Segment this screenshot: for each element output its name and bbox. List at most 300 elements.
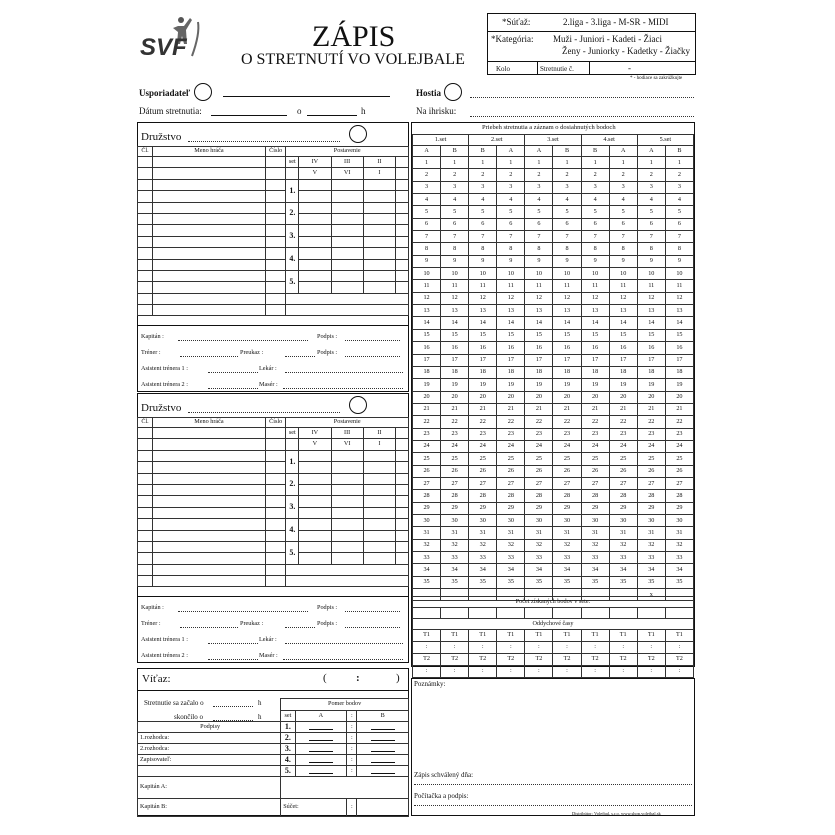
point-cell[interactable]: 24 xyxy=(581,440,609,452)
point-cell[interactable]: 16 xyxy=(469,342,497,354)
points-cell[interactable] xyxy=(413,608,441,619)
point-cell[interactable]: 10 xyxy=(441,268,469,280)
signature-line[interactable] xyxy=(345,356,400,357)
point-cell[interactable]: 27 xyxy=(525,477,553,489)
point-cell[interactable]: 26 xyxy=(441,465,469,477)
lineup-cell[interactable] xyxy=(299,484,331,495)
lineup-cell[interactable] xyxy=(363,450,395,461)
point-cell[interactable]: 26 xyxy=(581,465,609,477)
point-cell[interactable]: 13 xyxy=(581,305,609,317)
point-cell[interactable]: 16 xyxy=(553,342,581,354)
lineup-cell[interactable] xyxy=(299,259,331,270)
lineup-cell[interactable] xyxy=(331,496,363,507)
point-cell[interactable]: 28 xyxy=(413,490,441,502)
player-cl[interactable] xyxy=(138,462,153,473)
point-cell[interactable]: 31 xyxy=(525,527,553,539)
lineup-cell[interactable] xyxy=(331,248,363,259)
timeout-cell[interactable]: : xyxy=(609,666,637,678)
point-cell[interactable]: 5 xyxy=(469,206,497,218)
timeout-cell[interactable]: T2 xyxy=(469,654,497,666)
point-cell[interactable]: 21 xyxy=(665,403,693,415)
lineup-cell[interactable] xyxy=(331,213,363,224)
point-cell[interactable]: 32 xyxy=(581,539,609,551)
point-cell[interactable]: 11 xyxy=(665,280,693,292)
point-cell[interactable]: 21 xyxy=(441,403,469,415)
player-name[interactable] xyxy=(153,428,266,439)
point-cell[interactable]: 10 xyxy=(413,268,441,280)
point-cell[interactable]: 4 xyxy=(553,194,581,206)
point-cell[interactable]: 19 xyxy=(609,379,637,391)
lineup-cell[interactable] xyxy=(331,270,363,281)
point-cell[interactable]: 29 xyxy=(637,502,665,514)
point-cell[interactable]: 17 xyxy=(497,354,525,366)
point-cell[interactable]: 22 xyxy=(581,416,609,428)
point-cell[interactable]: 18 xyxy=(469,366,497,378)
point-cell[interactable]: 26 xyxy=(637,465,665,477)
point-cell[interactable]: 24 xyxy=(525,440,553,452)
podpis-row[interactable]: Podpisy xyxy=(138,722,281,733)
point-cell[interactable]: 23 xyxy=(553,428,581,440)
point-cell[interactable]: 2 xyxy=(609,169,637,181)
point-cell[interactable]: 8 xyxy=(665,243,693,255)
point-cell[interactable]: 3 xyxy=(609,181,637,193)
na-ihrisku-line[interactable] xyxy=(470,116,694,117)
point-cell[interactable]: 35 xyxy=(665,576,693,588)
timeout-cell[interactable]: T1 xyxy=(497,630,525,642)
point-cell[interactable]: 28 xyxy=(665,490,693,502)
point-cell[interactable]: 3 xyxy=(525,181,553,193)
lineup-cell[interactable] xyxy=(396,225,409,236)
points-cell[interactable] xyxy=(581,608,609,619)
signature-line[interactable] xyxy=(180,627,238,628)
point-cell[interactable]: 14 xyxy=(553,317,581,329)
signature-line[interactable] xyxy=(345,611,400,612)
player-number[interactable] xyxy=(265,157,285,168)
point-cell[interactable]: 14 xyxy=(609,317,637,329)
player-name[interactable] xyxy=(153,259,266,270)
player-cl[interactable] xyxy=(138,248,153,259)
player-cl[interactable] xyxy=(138,428,153,439)
point-cell[interactable]: 20 xyxy=(609,391,637,403)
lineup-cell[interactable] xyxy=(396,236,409,247)
point-cell[interactable]: 22 xyxy=(525,416,553,428)
timeout-cell[interactable]: : xyxy=(469,666,497,678)
point-cell[interactable]: 13 xyxy=(413,305,441,317)
point-cell[interactable]: 20 xyxy=(525,391,553,403)
point-cell[interactable]: 25 xyxy=(413,453,441,465)
signature-line[interactable] xyxy=(283,659,403,660)
point-cell[interactable]: 9 xyxy=(553,255,581,267)
point-cell[interactable]: 3 xyxy=(553,181,581,193)
lineup-cell[interactable] xyxy=(396,202,409,213)
point-cell[interactable]: 21 xyxy=(469,403,497,415)
lineup-cell[interactable] xyxy=(331,225,363,236)
lineup-cell[interactable] xyxy=(363,462,395,473)
point-cell[interactable]: 29 xyxy=(665,502,693,514)
druzstvo-circle[interactable] xyxy=(349,396,367,414)
lineup-cell[interactable] xyxy=(331,507,363,518)
point-cell[interactable]: 23 xyxy=(665,428,693,440)
timeout-cell[interactable]: T2 xyxy=(553,654,581,666)
lineup-cell[interactable] xyxy=(331,236,363,247)
point-cell[interactable]: 19 xyxy=(553,379,581,391)
point-cell[interactable]: 31 xyxy=(665,527,693,539)
point-cell[interactable]: 4 xyxy=(441,194,469,206)
point-cell[interactable]: 15 xyxy=(553,329,581,341)
point-cell[interactable]: 25 xyxy=(609,453,637,465)
away-team-circle[interactable] xyxy=(444,83,462,101)
point-cell[interactable]: 34 xyxy=(665,564,693,576)
player-name[interactable] xyxy=(153,462,266,473)
point-cell[interactable]: 10 xyxy=(469,268,497,280)
point-cell[interactable]: 2 xyxy=(441,169,469,181)
points-cell[interactable] xyxy=(469,608,497,619)
point-cell[interactable]: 11 xyxy=(441,280,469,292)
point-cell[interactable]: 29 xyxy=(413,502,441,514)
point-cell[interactable]: 5 xyxy=(665,206,693,218)
point-cell[interactable]: 6 xyxy=(441,218,469,230)
point-cell[interactable]: 30 xyxy=(413,514,441,526)
timeout-cell[interactable]: T1 xyxy=(637,630,665,642)
point-cell[interactable]: 31 xyxy=(441,527,469,539)
point-cell[interactable]: 15 xyxy=(469,329,497,341)
player-number[interactable] xyxy=(265,236,285,247)
lineup-cell[interactable] xyxy=(299,507,331,518)
point-cell[interactable]: 14 xyxy=(497,317,525,329)
timeout-cell[interactable]: T2 xyxy=(525,654,553,666)
player-cl[interactable] xyxy=(138,157,153,168)
point-cell[interactable]: 14 xyxy=(441,317,469,329)
point-cell[interactable]: 13 xyxy=(609,305,637,317)
point-cell[interactable]: 6 xyxy=(413,218,441,230)
point-cell[interactable]: 33 xyxy=(553,552,581,564)
point-cell[interactable]: 1 xyxy=(637,157,665,169)
pomer-b[interactable] xyxy=(357,722,409,733)
point-cell[interactable]: 17 xyxy=(441,354,469,366)
point-cell[interactable]: 8 xyxy=(497,243,525,255)
point-cell[interactable]: 9 xyxy=(609,255,637,267)
lineup-cell[interactable] xyxy=(331,462,363,473)
point-cell[interactable]: 12 xyxy=(609,292,637,304)
point-cell[interactable]: 22 xyxy=(441,416,469,428)
podpis-row[interactable] xyxy=(138,766,281,777)
point-cell[interactable]: 26 xyxy=(413,465,441,477)
lineup-cell[interactable] xyxy=(363,236,395,247)
point-cell[interactable]: 19 xyxy=(637,379,665,391)
point-cell[interactable]: 26 xyxy=(609,465,637,477)
lineup-cell[interactable] xyxy=(331,553,363,564)
lineup-cell[interactable] xyxy=(396,462,409,473)
point-cell[interactable]: 13 xyxy=(665,305,693,317)
point-cell[interactable]: 10 xyxy=(609,268,637,280)
point-cell[interactable]: 34 xyxy=(441,564,469,576)
point-cell[interactable]: 25 xyxy=(553,453,581,465)
point-cell[interactable]: 6 xyxy=(525,218,553,230)
point-cell[interactable]: 12 xyxy=(553,292,581,304)
point-cell[interactable]: 19 xyxy=(581,379,609,391)
point-cell[interactable]: 30 xyxy=(665,514,693,526)
point-cell[interactable]: 3 xyxy=(581,181,609,193)
point-cell[interactable]: 4 xyxy=(609,194,637,206)
point-cell[interactable]: 27 xyxy=(413,477,441,489)
timeout-cell[interactable]: : xyxy=(497,642,525,654)
point-cell[interactable]: 23 xyxy=(497,428,525,440)
druzstvo-line[interactable] xyxy=(188,412,340,413)
point-cell[interactable]: 22 xyxy=(665,416,693,428)
point-cell[interactable]: 20 xyxy=(413,391,441,403)
lineup-cell[interactable] xyxy=(299,270,331,281)
point-cell[interactable]: 2 xyxy=(553,169,581,181)
point-cell[interactable]: 11 xyxy=(637,280,665,292)
player-cl[interactable] xyxy=(138,293,153,304)
point-cell[interactable]: 3 xyxy=(497,181,525,193)
point-cell[interactable]: 26 xyxy=(497,465,525,477)
point-cell[interactable]: 11 xyxy=(553,280,581,292)
lineup-cell[interactable] xyxy=(363,484,395,495)
point-cell[interactable]: 9 xyxy=(637,255,665,267)
point-cell[interactable]: 12 xyxy=(581,292,609,304)
player-cl[interactable] xyxy=(138,259,153,270)
point-cell[interactable]: 2 xyxy=(469,169,497,181)
point-cell[interactable]: 16 xyxy=(441,342,469,354)
point-cell[interactable]: 22 xyxy=(413,416,441,428)
point-cell[interactable]: 23 xyxy=(609,428,637,440)
lineup-cell[interactable] xyxy=(299,553,331,564)
point-cell[interactable]: 25 xyxy=(497,453,525,465)
lineup-cell[interactable] xyxy=(363,530,395,541)
timeout-cell[interactable]: : xyxy=(609,642,637,654)
pomer-b[interactable] xyxy=(357,755,409,766)
point-cell[interactable]: 22 xyxy=(553,416,581,428)
point-cell[interactable]: 33 xyxy=(413,552,441,564)
player-number[interactable] xyxy=(265,496,285,507)
point-cell[interactable]: 22 xyxy=(469,416,497,428)
point-cell[interactable]: 13 xyxy=(637,305,665,317)
point-cell[interactable]: 34 xyxy=(525,564,553,576)
lineup-cell[interactable] xyxy=(396,473,409,484)
point-cell[interactable]: 16 xyxy=(665,342,693,354)
timeout-cell[interactable]: : xyxy=(637,666,665,678)
point-cell[interactable]: 20 xyxy=(665,391,693,403)
point-cell[interactable]: 14 xyxy=(413,317,441,329)
player-cl[interactable] xyxy=(138,236,153,247)
point-cell[interactable]: 15 xyxy=(497,329,525,341)
player-name[interactable] xyxy=(153,293,266,304)
player-number[interactable] xyxy=(265,507,285,518)
point-cell[interactable]: 19 xyxy=(665,379,693,391)
player-name[interactable] xyxy=(153,191,266,202)
timeout-cell[interactable]: : xyxy=(665,642,693,654)
point-cell[interactable]: 24 xyxy=(497,440,525,452)
point-cell[interactable]: 27 xyxy=(553,477,581,489)
point-cell[interactable]: 22 xyxy=(609,416,637,428)
point-cell[interactable]: 15 xyxy=(637,329,665,341)
point-cell[interactable]: 10 xyxy=(553,268,581,280)
point-cell[interactable]: 21 xyxy=(497,403,525,415)
point-cell[interactable]: 33 xyxy=(469,552,497,564)
point-cell[interactable]: 8 xyxy=(609,243,637,255)
lineup-cell[interactable] xyxy=(331,202,363,213)
point-cell[interactable]: 15 xyxy=(609,329,637,341)
point-cell[interactable]: 13 xyxy=(497,305,525,317)
lineup-cell[interactable] xyxy=(299,202,331,213)
player-cl[interactable] xyxy=(138,270,153,281)
point-cell[interactable]: 35 xyxy=(553,576,581,588)
signature-line[interactable] xyxy=(180,356,238,357)
point-cell[interactable]: 35 xyxy=(609,576,637,588)
datum-line[interactable] xyxy=(211,115,287,116)
point-cell[interactable]: 11 xyxy=(413,280,441,292)
player-name[interactable] xyxy=(153,553,266,564)
points-cell[interactable] xyxy=(665,608,693,619)
lineup-cell[interactable] xyxy=(396,530,409,541)
timeout-cell[interactable]: T2 xyxy=(581,654,609,666)
point-cell[interactable]: 18 xyxy=(637,366,665,378)
point-cell[interactable]: 28 xyxy=(497,490,525,502)
player-number[interactable] xyxy=(265,519,285,530)
lineup-cell[interactable] xyxy=(363,191,395,202)
point-cell[interactable]: 29 xyxy=(469,502,497,514)
player-name[interactable] xyxy=(153,564,266,575)
lineup-cell[interactable] xyxy=(331,450,363,461)
pomer-b[interactable] xyxy=(357,766,409,777)
timeout-cell[interactable]: T2 xyxy=(441,654,469,666)
point-cell[interactable]: 31 xyxy=(581,527,609,539)
point-cell[interactable]: 33 xyxy=(497,552,525,564)
signature-line[interactable] xyxy=(208,372,258,373)
lineup-cell[interactable] xyxy=(299,541,331,552)
point-cell[interactable]: 1 xyxy=(441,157,469,169)
point-cell[interactable]: 19 xyxy=(413,379,441,391)
player-cl[interactable] xyxy=(138,225,153,236)
point-cell[interactable]: 1 xyxy=(609,157,637,169)
lineup-cell[interactable] xyxy=(331,191,363,202)
point-cell[interactable]: 12 xyxy=(637,292,665,304)
player-name[interactable] xyxy=(153,519,266,530)
point-cell[interactable]: 35 xyxy=(581,576,609,588)
player-name[interactable] xyxy=(153,473,266,484)
lineup-cell[interactable] xyxy=(363,225,395,236)
point-cell[interactable]: 14 xyxy=(637,317,665,329)
point-cell[interactable]: 5 xyxy=(637,206,665,218)
point-cell[interactable]: 30 xyxy=(441,514,469,526)
point-cell[interactable]: 27 xyxy=(637,477,665,489)
point-cell[interactable]: 10 xyxy=(525,268,553,280)
point-cell[interactable]: 23 xyxy=(441,428,469,440)
point-cell[interactable]: 27 xyxy=(609,477,637,489)
lineup-cell[interactable] xyxy=(331,259,363,270)
point-cell[interactable]: 25 xyxy=(441,453,469,465)
point-cell[interactable]: 18 xyxy=(665,366,693,378)
point-cell[interactable]: 28 xyxy=(525,490,553,502)
lineup-cell[interactable] xyxy=(299,191,331,202)
player-name[interactable] xyxy=(153,305,266,316)
player-cl[interactable] xyxy=(138,564,153,575)
player-number[interactable] xyxy=(265,225,285,236)
point-cell[interactable]: 11 xyxy=(609,280,637,292)
point-cell[interactable]: 28 xyxy=(553,490,581,502)
lineup-cell[interactable] xyxy=(363,202,395,213)
point-cell[interactable]: 32 xyxy=(525,539,553,551)
point-cell[interactable]: 20 xyxy=(553,391,581,403)
player-number[interactable] xyxy=(265,282,285,293)
point-cell[interactable]: 12 xyxy=(441,292,469,304)
lineup-cell[interactable] xyxy=(396,191,409,202)
point-cell[interactable]: 16 xyxy=(497,342,525,354)
point-cell[interactable]: 17 xyxy=(553,354,581,366)
point-cell[interactable]: 24 xyxy=(553,440,581,452)
point-cell[interactable]: 7 xyxy=(413,231,441,243)
point-cell[interactable]: 17 xyxy=(525,354,553,366)
timeout-cell[interactable]: T2 xyxy=(665,654,693,666)
point-cell[interactable]: 20 xyxy=(469,391,497,403)
point-cell[interactable]: 26 xyxy=(553,465,581,477)
point-cell[interactable]: 21 xyxy=(637,403,665,415)
point-cell[interactable]: 2 xyxy=(497,169,525,181)
point-cell[interactable]: 31 xyxy=(469,527,497,539)
point-cell[interactable]: 2 xyxy=(637,169,665,181)
point-cell[interactable]: 11 xyxy=(469,280,497,292)
point-cell[interactable]: 1 xyxy=(553,157,581,169)
point-cell[interactable]: 9 xyxy=(525,255,553,267)
point-cell[interactable]: 24 xyxy=(665,440,693,452)
player-name[interactable] xyxy=(153,236,266,247)
signature-line[interactable] xyxy=(345,340,400,341)
point-cell[interactable]: 33 xyxy=(609,552,637,564)
lineup-cell[interactable] xyxy=(396,179,409,190)
point-cell[interactable]: 13 xyxy=(441,305,469,317)
point-cell[interactable]: 8 xyxy=(525,243,553,255)
point-cell[interactable]: 35 xyxy=(525,576,553,588)
player-cl[interactable] xyxy=(138,213,153,224)
timeout-cell[interactable]: T1 xyxy=(609,630,637,642)
point-cell[interactable]: 24 xyxy=(609,440,637,452)
point-cell[interactable]: 24 xyxy=(469,440,497,452)
player-cl[interactable] xyxy=(138,450,153,461)
player-number[interactable] xyxy=(265,213,285,224)
point-cell[interactable]: 7 xyxy=(637,231,665,243)
point-cell[interactable]: 27 xyxy=(441,477,469,489)
point-cell[interactable]: 23 xyxy=(469,428,497,440)
timeout-cell[interactable]: T2 xyxy=(637,654,665,666)
point-cell[interactable]: 17 xyxy=(469,354,497,366)
lineup-cell[interactable] xyxy=(331,282,363,293)
player-number[interactable] xyxy=(265,564,285,575)
point-cell[interactable]: 9 xyxy=(497,255,525,267)
timeout-cell[interactable]: : xyxy=(553,642,581,654)
point-cell[interactable]: 10 xyxy=(637,268,665,280)
point-cell[interactable]: 34 xyxy=(637,564,665,576)
lineup-cell[interactable] xyxy=(396,541,409,552)
point-cell[interactable]: 17 xyxy=(637,354,665,366)
point-cell[interactable]: 31 xyxy=(553,527,581,539)
point-cell[interactable]: 21 xyxy=(581,403,609,415)
signature-line[interactable] xyxy=(178,611,308,612)
hostia-line[interactable] xyxy=(470,97,694,98)
lineup-cell[interactable] xyxy=(331,179,363,190)
point-cell[interactable]: 8 xyxy=(553,243,581,255)
player-cl[interactable] xyxy=(138,507,153,518)
points-cell[interactable] xyxy=(609,608,637,619)
timeout-cell[interactable]: : xyxy=(469,642,497,654)
point-cell[interactable]: 34 xyxy=(553,564,581,576)
player-cl[interactable] xyxy=(138,168,153,179)
pomer-b[interactable] xyxy=(357,733,409,744)
player-cl[interactable] xyxy=(138,496,153,507)
player-cl[interactable] xyxy=(138,530,153,541)
point-cell[interactable]: 21 xyxy=(525,403,553,415)
point-cell[interactable]: 32 xyxy=(441,539,469,551)
